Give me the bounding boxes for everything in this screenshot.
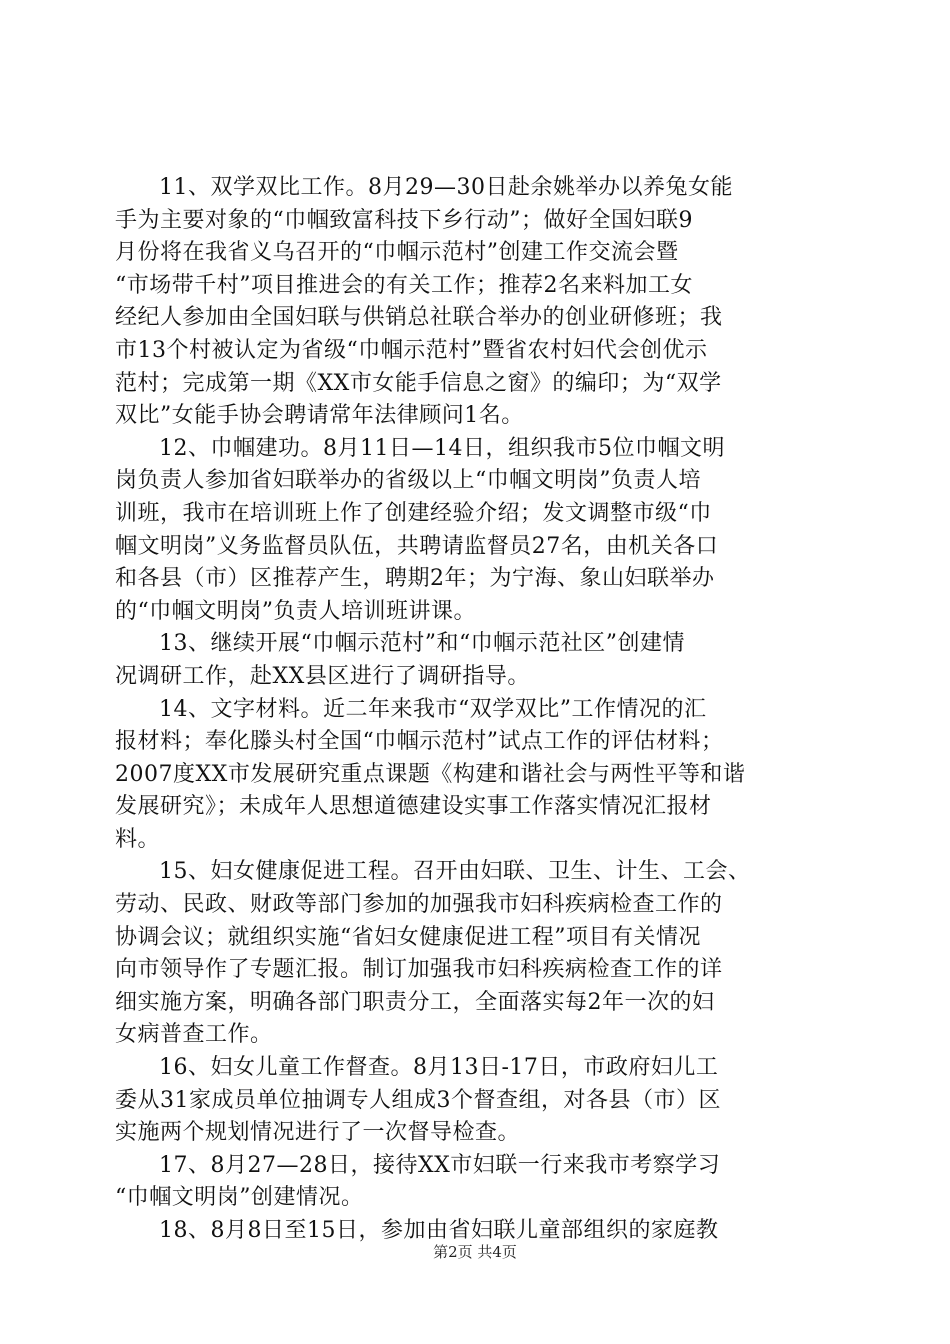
paragraph-15: 15、妇女健康促进工程。召开由妇联、卫生、计生、工会、 劳动、民政、财政等部门参加的加强我市妇科疾病检查工作的 协调会议；就组织实施“省妇女健康促进工程”项目有关情况 向市领导作了专题汇报。制订加强我市妇科疾病检查工作的详 细实施方案，明确各部门职责分工，全面落实每2年一次的妇 女病普查工作。 xyxy=(115,859,751,1048)
paragraph-13: 13、继续开展“巾帼示范村”和“巾帼示范社区”创建情 况调研工作，赴XX县区进行了调研指导。 xyxy=(115,631,685,689)
page-number-footer: 第2页 共4页 xyxy=(433,1243,517,1261)
document-body xyxy=(115,172,837,1248)
paragraph-18: 18、8月8日至15日，参加由省妇联儿童部组织的家庭教 xyxy=(159,1218,719,1243)
paragraph-16: 16、妇女儿童工作督查。8月13日-17日，市政府妇儿工 委从31家成员单位抽调专人组成3个督查组，对各县（市）区 实施两个规划情况进行了一次督导检查。 xyxy=(115,1055,721,1146)
paragraph-12: 12、巾帼建功。8月11日—14日，组织我市5位巾帼文明 岗负责人参加省妇联举办的省级以上“巾帼文明岗”负责人培 训班，我市在培训班上作了创建经验介绍；发文调整市级“巾 帼文明岗”义务监督员队伍，共聘请监督员27名，由机关各口 和各县（市）区推荐产生，聘期2年；为宁海、象山妇联举办 的“巾帼文明岗”负责人培训班讲课。 xyxy=(115,435,725,624)
paragraph-11: 11、双学双比工作。8月29—30日赴余姚举办以养兔女能 手为主要对象的“巾帼致富科技下乡行动”；做好全国妇联9 月份将在我省义乌召开的“巾帼示范村”创建工作交流会暨 “市场带千村”项目推进会的有关工作；推荐2名来料加工女 经纪人参加由全国妇联与供销总社联合举办的创业研修班；我 市13个村被认定为省级“巾帼示范村”暨省农村妇代会创优示 范村；完成第一期《XX市女能手信息之窗》的编印；为“双学 双比”女能手协会聘请常年法律顾问1名。 xyxy=(115,175,733,429)
paragraph-17: 17、8月27—28日，接待XX市妇联一行来我市考察学习 “巾帼文明岗”创建情况。 xyxy=(115,1152,721,1211)
paragraph-14: 14、文字材料。近二年来我市“双学双比”工作情况的汇 报材料；奉化滕头村全国“巾帼示范村”试点工作的评估材料； 2007度XX市发展研究重点课题《构建和谐社会与两性平等和谐 发展研究》；未成年人思想道德建设实事工作落实情况汇报材 料。 xyxy=(115,696,746,852)
